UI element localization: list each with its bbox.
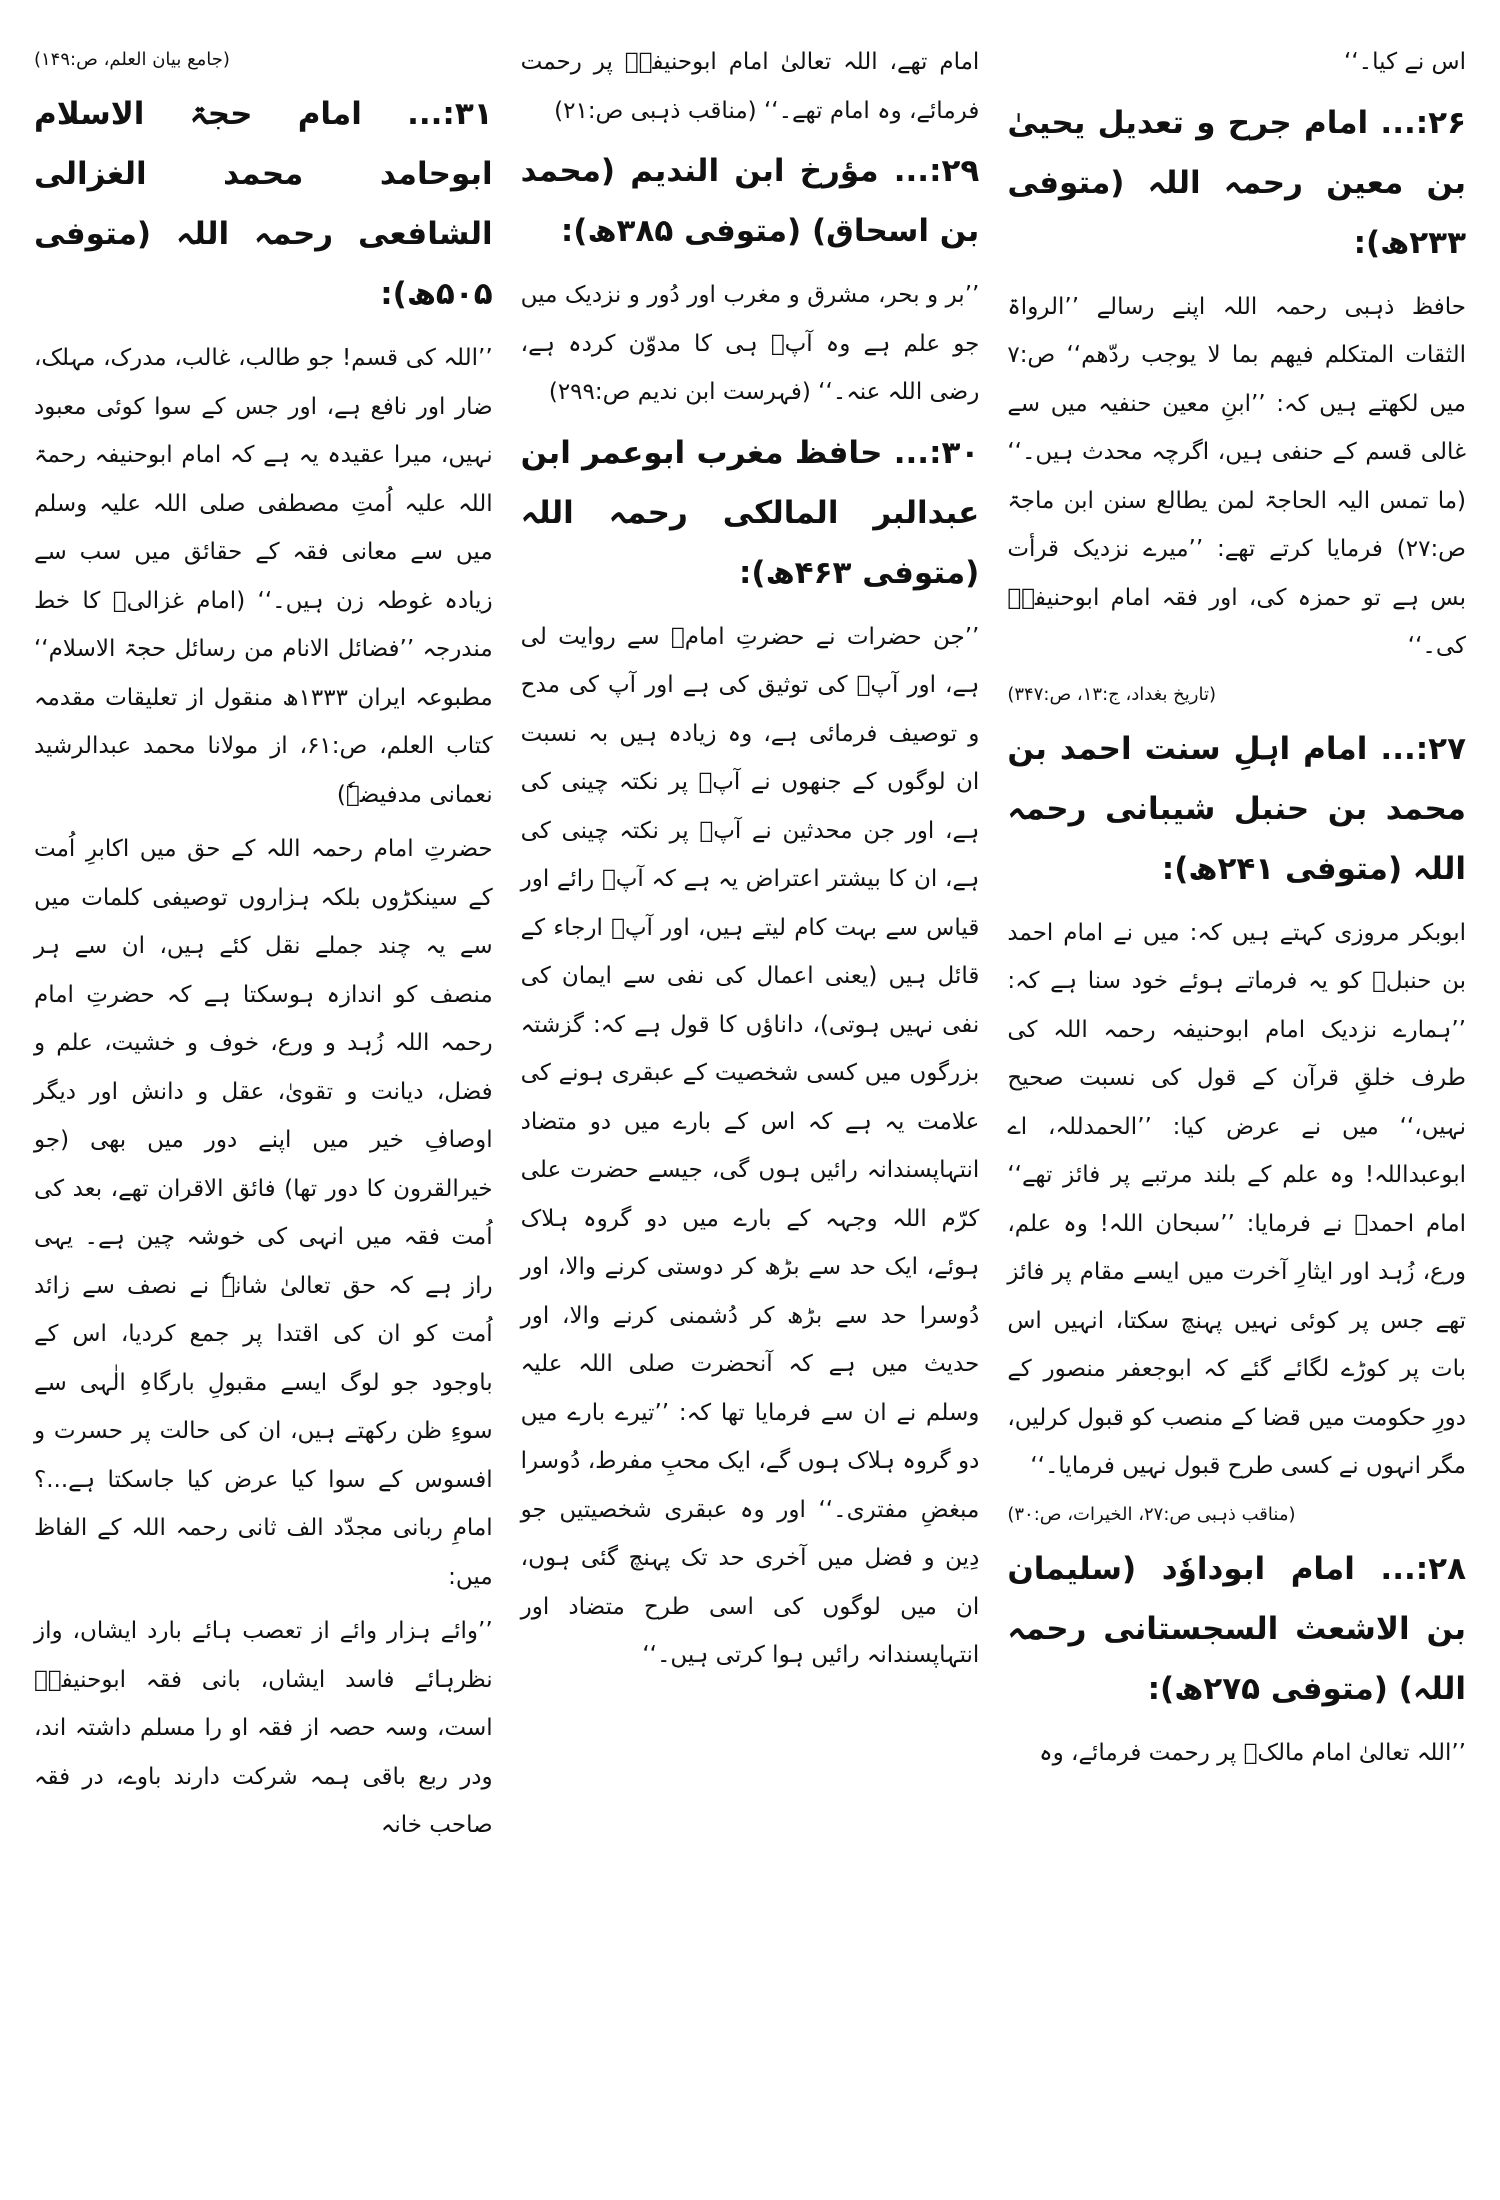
body-paragraph: ابوبکر مروزی کہتے ہیں کہ: میں نے امام احمد بن حنبلؒ کو یہ فرماتے ہوئے خود سنا ہے کہ: ’’ہمارے نزدیک امام ابوحنیفہ رحمہ اللہ کی طرف خلقِ قرآن کے قول کی نسبت صحیح نہیں،‘‘ میں نے عرض کیا: ’’الحمدللہ، اے ابوعبداللہ! وہ علم کے بلند مرتبے پر فائز تھے‘‘ امام احمدؒ نے فرمایا: ’’سبحان اللہ! وہ علم، ورع، زُہد اور ایثارِ آخرت میں ایسے مقام پر فائز تھے جس پر کوئی نہیں پہنچ سکتا، انہیں اس بات پر کوڑے لگائے گئے کہ ابوجعفر منصور کے دورِ حکومت میں قضا کے منصب کو قبول کرلیں، مگر انہوں نے کسی طرح قبول نہیں فرمایا۔‘‘ bbox=[1007, 919, 1466, 1479]
text-column-left bbox=[22, 38, 505, 2178]
section-heading: ۳۰:... حافظ مغرب ابوعمر ابن عبدالبر المالکی رحمہ اللہ (متوفی ۴۶۳ھ): bbox=[520, 434, 980, 591]
body-paragraph: ’’اللہ تعالیٰ امام مالکؒ پر رحمت فرمائے، وہ bbox=[1039, 1739, 1466, 1766]
body-paragraph: ’’جن حضرات نے حضرتِ امامؒ سے روایت لی ہے، اور آپؒ کی توثیق کی ہے اور آپ کی مدح و توصیف فرمائی ہے، وہ زیادہ ہیں بہ نسبت ان لوگوں کے جنھوں نے آپؒ پر نکتہ چینی کی ہے، اور جن محدثین نے آپؒ پر نکتہ چینی کی ہے، ان کا بیشتر اعتراض یہ ہے کہ آپؒ رائے اور قیاس سے بہت کام لیتے ہیں، اور آپؒ ارجاء کے قائل ہیں (یعنی اعمال کی نفی سے ایمان کی نفی نہیں ہوتی)، داناؤں کا قول ہے کہ: گزشتہ بزرگوں میں کسی شخصیت کے عبقری ہونے کی علامت یہ ہے کہ اس کے بارے میں دو متضاد انتہاپسندانہ رائیں ہوں گی، جیسے حضرت علی کرّم اللہ وجہہ کے بارے میں دو گروہ ہلاک ہوئے، ایک حد سے بڑھ کر دوستی کرنے والا، اور دُوسرا حد سے بڑھ کر دُشمنی کرنے والا، اور حدیث میں ہے کہ آنحضرت صلی اللہ علیہ وسلم نے ان سے فرمایا تھا کہ: ’’تیرے بارے میں دو گروہ ہلاک ہوں گے، ایک محبِ مفرط، دُوسرا مبغضِ مفتری۔‘‘ اور وہ عبقری شخصیتیں جو دِین و فضل میں آخری حد تک پہنچ گئی ہوں، ان میں لوگوں کی اسی طرح متضاد اور انتہاپسندانہ رائیں ہوا کرتی ہیں۔‘‘ bbox=[520, 623, 980, 1668]
body-paragraph: ’’بر و بحر، مشرق و مغرب اور دُور و نزدیک میں جو علم ہے وہ آپؒ ہی کا مدوّن کردہ ہے، رضی اللہ عنہ۔‘‘ (فہرست ابن ندیم ص:۲۹۹) bbox=[520, 282, 980, 405]
body-paragraph: ’’وائے ہزار وائے از تعصب ہائے بارد ایشاں، واز نظرہائے فاسد ایشاں، بانی فقہ ابوحنیفہؒ است، وسہ حصہ از فقہ او را مسلم داشتہ اند، ودر ربع باقی ہمہ شرکت دارند باوے، در فقہ صاحب خانہ bbox=[33, 1618, 493, 1838]
section-heading: ۲۸:... امام ابوداوٗد (سلیمان بن الاشعث السجستانی رحمہ اللہ) (متوفی ۲۷۵ھ): bbox=[1007, 1550, 1466, 1707]
text-column-right bbox=[995, 38, 1478, 2178]
body-paragraph: اس نے کیا۔‘‘ bbox=[1344, 49, 1466, 75]
citation-reference: (مناقب ذہبی ص:۲۷، الخیرات، ص:۳۰) bbox=[1007, 1503, 1296, 1525]
body-paragraph: ’’اللہ کی قسم! جو طالب، غالب، مدرک، مہلک، ضار اور نافع ہے، اور جس کے سوا کوئی معبود نہیں، میرا عقیدہ یہ ہے کہ امام ابوحنیفہ رحمۃ اللہ علیہ اُمتِ مصطفی صلی اللہ علیہ وسلم میں سے معانی فقہ کے حقائق میں سب سے زیادہ غوطہ زن ہیں۔‘‘ (امام غزالیؒ کا خط مندرجہ ’’فضائل الانام من رسائل حجۃ الاسلام‘‘ مطبوعہ ایران ۱۳۳۳ھ منقول از تعلیقات مقدمہ کتاب العلم، ص:۶۱، از مولانا محمد عبدالرشید نعمانی مدفیضہٗ) bbox=[33, 345, 493, 808]
section-heading: ۲۶:... امام جرح و تعدیل یحییٰ بن معین رحمہ اللہ (متوفی ۲۳۳ھ): bbox=[1007, 104, 1466, 261]
section-heading: ۳۱:... امام حجۃ الاسلام ابوحامد محمد الغزالی الشافعی رحمہ اللہ (متوفی ۵۰۵ھ): bbox=[33, 96, 493, 312]
body-paragraph: حضرتِ امام رحمہ اللہ کے حق میں اکابرِ اُمت کے سینکڑوں بلکہ ہزاروں توصیفی کلمات میں سے یہ چند جملے نقل کئے ہیں، ان سے ہر منصف کو اندازہ ہوسکتا ہے کہ حضرتِ امام رحمہ اللہ زُہد و ورع، خوف و خشیت، علم و فضل، دیانت و تقویٰ، عقل و دانش اور دیگر اوصافِ خیر میں اپنے دور میں بھی (جو خیرالقرون کا دور تھا) فائق الاقران تھے، بعد کی اُمت فقہ میں انہی کی خوشہ چین ہے۔ یہی راز ہے کہ حق تعالیٰ شانہٗ نے نصف سے زائد اُمت کو ان کی اقتدا پر جمع کردیا، اس کے باوجود جو لوگ ایسے مقبولِ بارگاہِ الٰہی سے سوءِ ظن رکھتے ہیں، ان کی حالت پر حسرت و افسوس کے سوا کیا عرض کیا جاسکتا ہے...؟ امامِ ربانی مجدّد الف ثانی رحمہ اللہ کے الفاظ میں: bbox=[33, 836, 493, 1590]
section-heading: ۲۷:... امام اہلِ سنت احمد بن محمد بن حنبل شیبانی رحمہ اللہ (متوفی ۲۴۱ھ): bbox=[1007, 730, 1466, 887]
body-paragraph: امام تھے، اللہ تعالیٰ امام ابوحنیفہؒ پر رحمت فرمائے، وہ امام تھے۔‘‘ (مناقب ذہبی ص:۲۱) bbox=[520, 49, 980, 124]
citation-reference: (تاریخ بغداد، ج:۱۳، ص:۳۴۷) bbox=[1007, 683, 1217, 705]
citation-reference: (جامع بیان العلم، ص:۱۴۹) bbox=[33, 49, 230, 70]
text-column-middle bbox=[509, 38, 992, 2178]
body-paragraph: حافظ ذہبی رحمہ اللہ اپنے رسالے ’’الرواۃ الثقات المتکلم فیھم بما لا یوجب ردّھم‘‘ ص:۷ میں لکھتے ہیں کہ: ’’ابنِ معین حنفیہ میں سے غالی قسم کے حنفی ہیں، اگرچہ محدث ہیں۔‘‘ (ما تمس الیہ الحاجۃ لمن یطالع سنن ابن ماجۃ ص:۲۷) فرمایا کرتے تھے: ’’میرے نزدیک قرأت بس ہے تو حمزہ کی، اور فقہ امام ابوحنیفہؒ کی۔‘‘ bbox=[1007, 293, 1466, 659]
section-heading: ۲۹:... مؤرخ ابن الندیم (محمد بن اسحاق) (متوفی ۳۸۵ھ): bbox=[520, 153, 980, 249]
